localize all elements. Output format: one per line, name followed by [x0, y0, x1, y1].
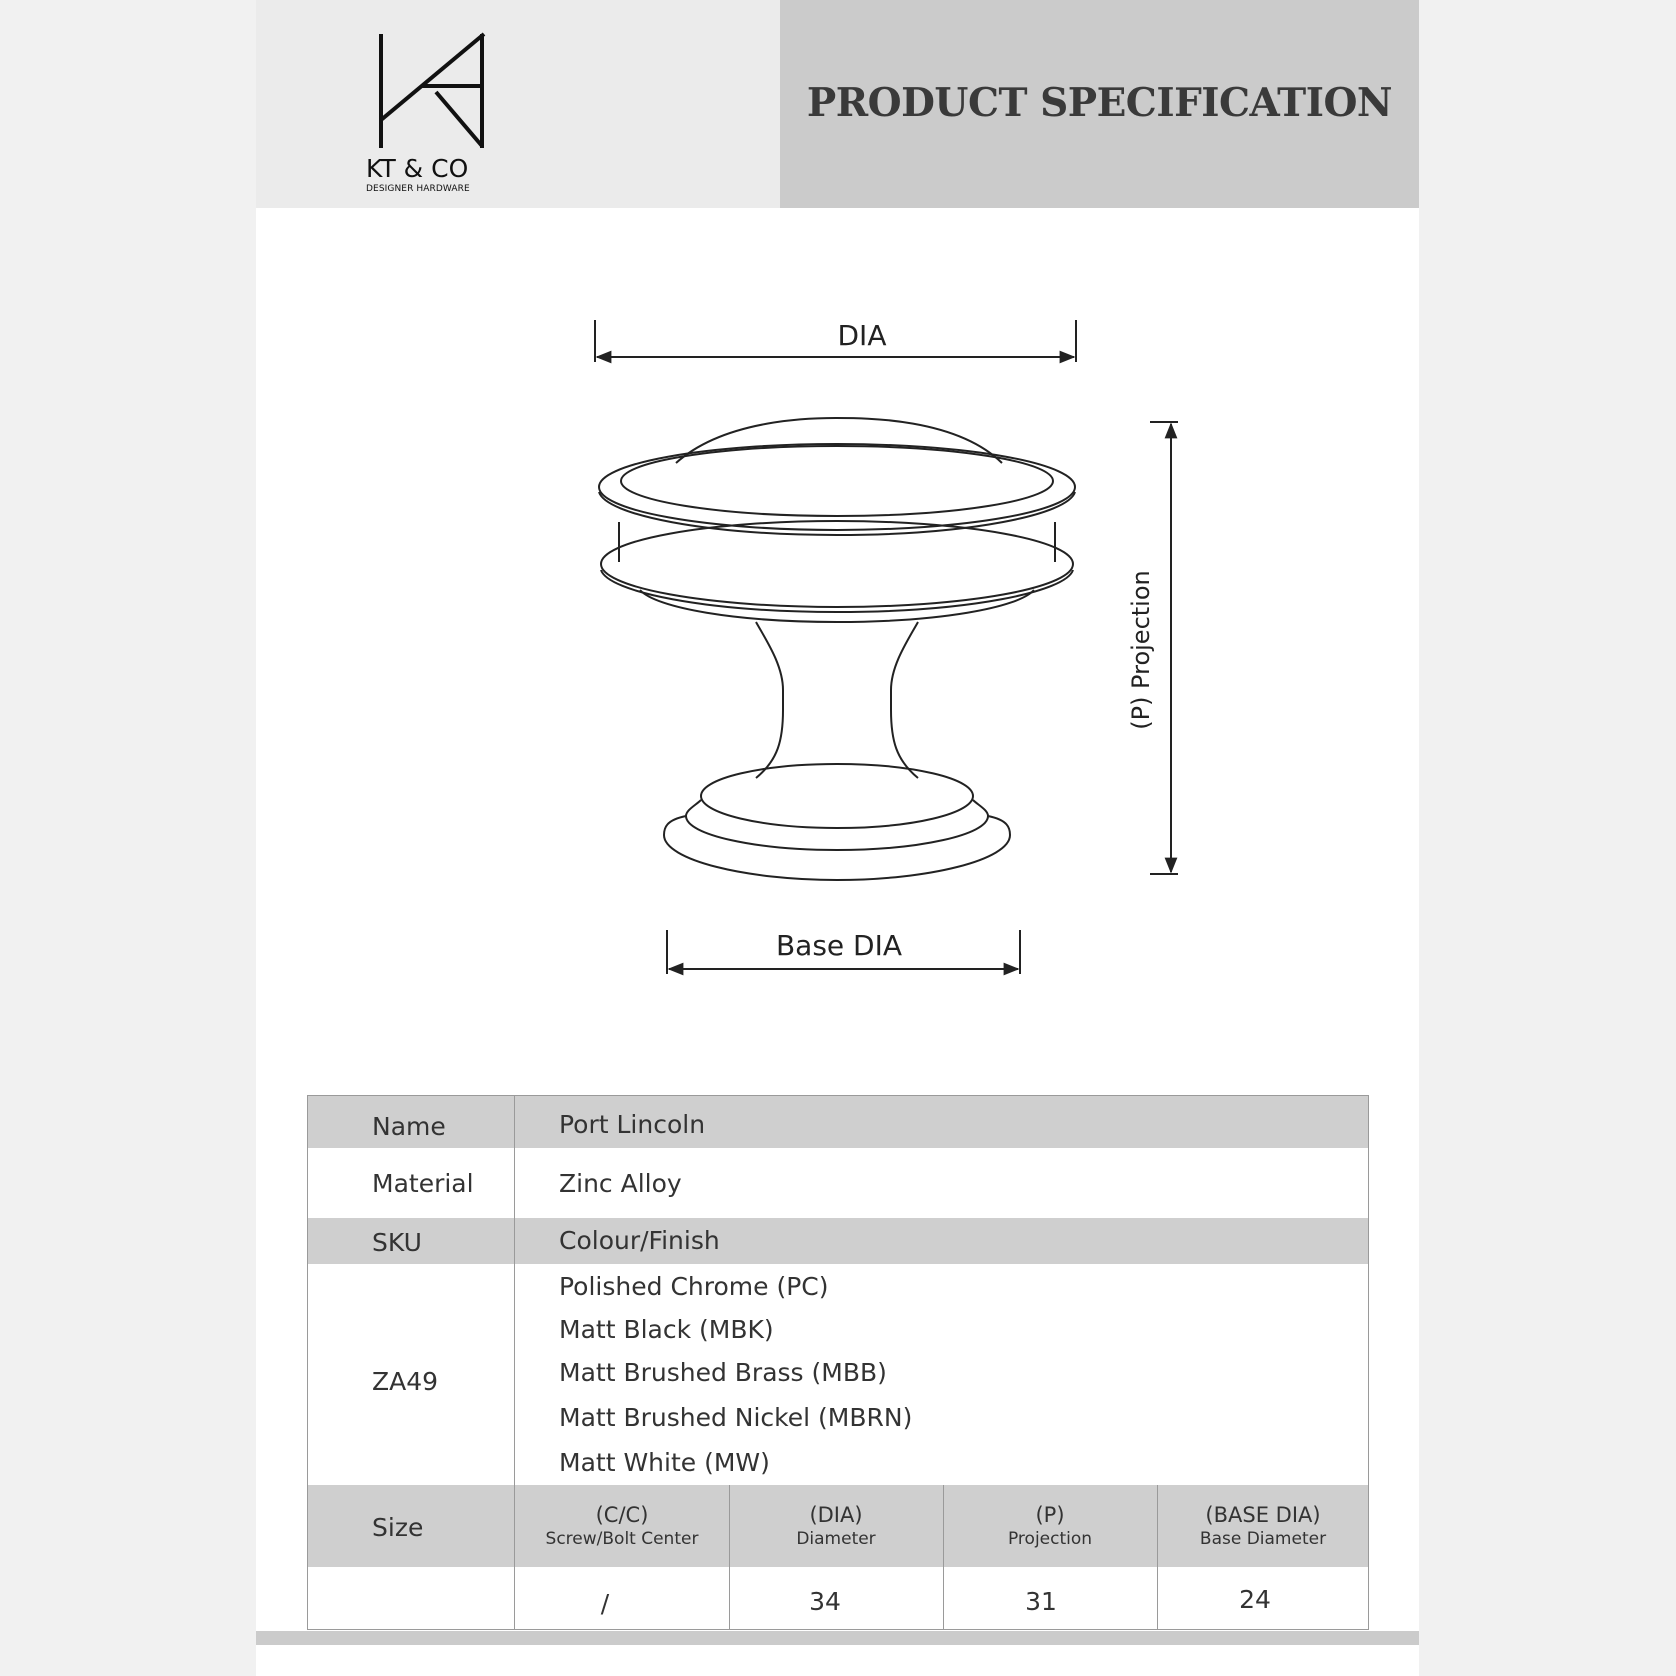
- column-divider: [943, 1485, 944, 1629]
- projection-label: (P) Projection: [1127, 570, 1155, 730]
- name-row: [308, 1096, 1368, 1148]
- size-col-abbr: (BASE DIA): [1205, 1503, 1321, 1527]
- size-col-base-dia: [1157, 1485, 1369, 1567]
- material-row: [308, 1148, 1368, 1218]
- size-col-abbr: (P): [1035, 1503, 1065, 1527]
- finish-item: Matt White (MW): [559, 1448, 770, 1477]
- projection-dimension: [1127, 422, 1178, 874]
- base-dia-label: Base DIA: [775, 929, 903, 962]
- sku-finishes-row: [308, 1264, 1368, 1485]
- knob-technical-drawing: [256, 300, 1419, 1000]
- header-title-panel: [780, 0, 1419, 208]
- header-logo-panel: [256, 0, 780, 208]
- size-values-row: [308, 1567, 1368, 1629]
- size-value-dia: 34: [809, 1587, 841, 1616]
- kt-monogram-icon: [366, 30, 496, 155]
- finish-item: Matt Black (MBK): [559, 1315, 774, 1344]
- sku-value: ZA49: [372, 1367, 439, 1396]
- dia-dimension: [595, 319, 1076, 362]
- size-col-cc: [515, 1485, 729, 1567]
- column-divider: [514, 1096, 515, 1629]
- size-value-cc: /: [600, 1589, 610, 1618]
- logo-name: KT & CO: [366, 154, 469, 183]
- material-label: Material: [372, 1169, 474, 1198]
- spec-sheet: [256, 0, 1419, 1676]
- name-value: Port Lincoln: [559, 1110, 706, 1139]
- size-header-row: [308, 1485, 1368, 1567]
- colour-finish-label: Colour/Finish: [559, 1226, 720, 1255]
- knob-outline: [599, 418, 1075, 880]
- sku-header-row: [308, 1218, 1368, 1264]
- size-col-full: Base Diameter: [1199, 1529, 1327, 1549]
- size-col-dia: [729, 1485, 943, 1567]
- finish-item: Matt Brushed Nickel (MBRN): [559, 1403, 913, 1432]
- brand-logo: [366, 30, 496, 200]
- column-divider: [1157, 1485, 1158, 1629]
- material-value: Zinc Alloy: [559, 1169, 682, 1198]
- column-divider: [729, 1485, 730, 1629]
- base-dia-dimension: [667, 929, 1020, 974]
- page-title: PRODUCT SPECIFICATION: [806, 80, 1393, 126]
- size-col-full: Diameter: [796, 1529, 876, 1549]
- size-value-base-dia: 24: [1239, 1585, 1271, 1614]
- footer-bar: [256, 1631, 1419, 1645]
- size-col-full: Screw/Bolt Center: [545, 1529, 699, 1549]
- dia-label: DIA: [837, 319, 887, 352]
- size-value-projection: 31: [1025, 1587, 1057, 1616]
- name-label: Name: [372, 1112, 446, 1141]
- size-col-abbr: (C/C): [595, 1503, 649, 1527]
- sku-label: SKU: [372, 1228, 422, 1257]
- size-col-projection: [943, 1485, 1157, 1567]
- finish-item: Matt Brushed Brass (MBB): [559, 1358, 887, 1387]
- specification-table: [307, 1095, 1369, 1630]
- logo-tagline: DESIGNER HARDWARE: [366, 184, 470, 194]
- size-col-full: Projection: [1007, 1529, 1093, 1549]
- size-label: Size: [372, 1513, 424, 1542]
- size-col-abbr: (DIA): [809, 1503, 863, 1527]
- finish-item: Polished Chrome (PC): [559, 1272, 829, 1301]
